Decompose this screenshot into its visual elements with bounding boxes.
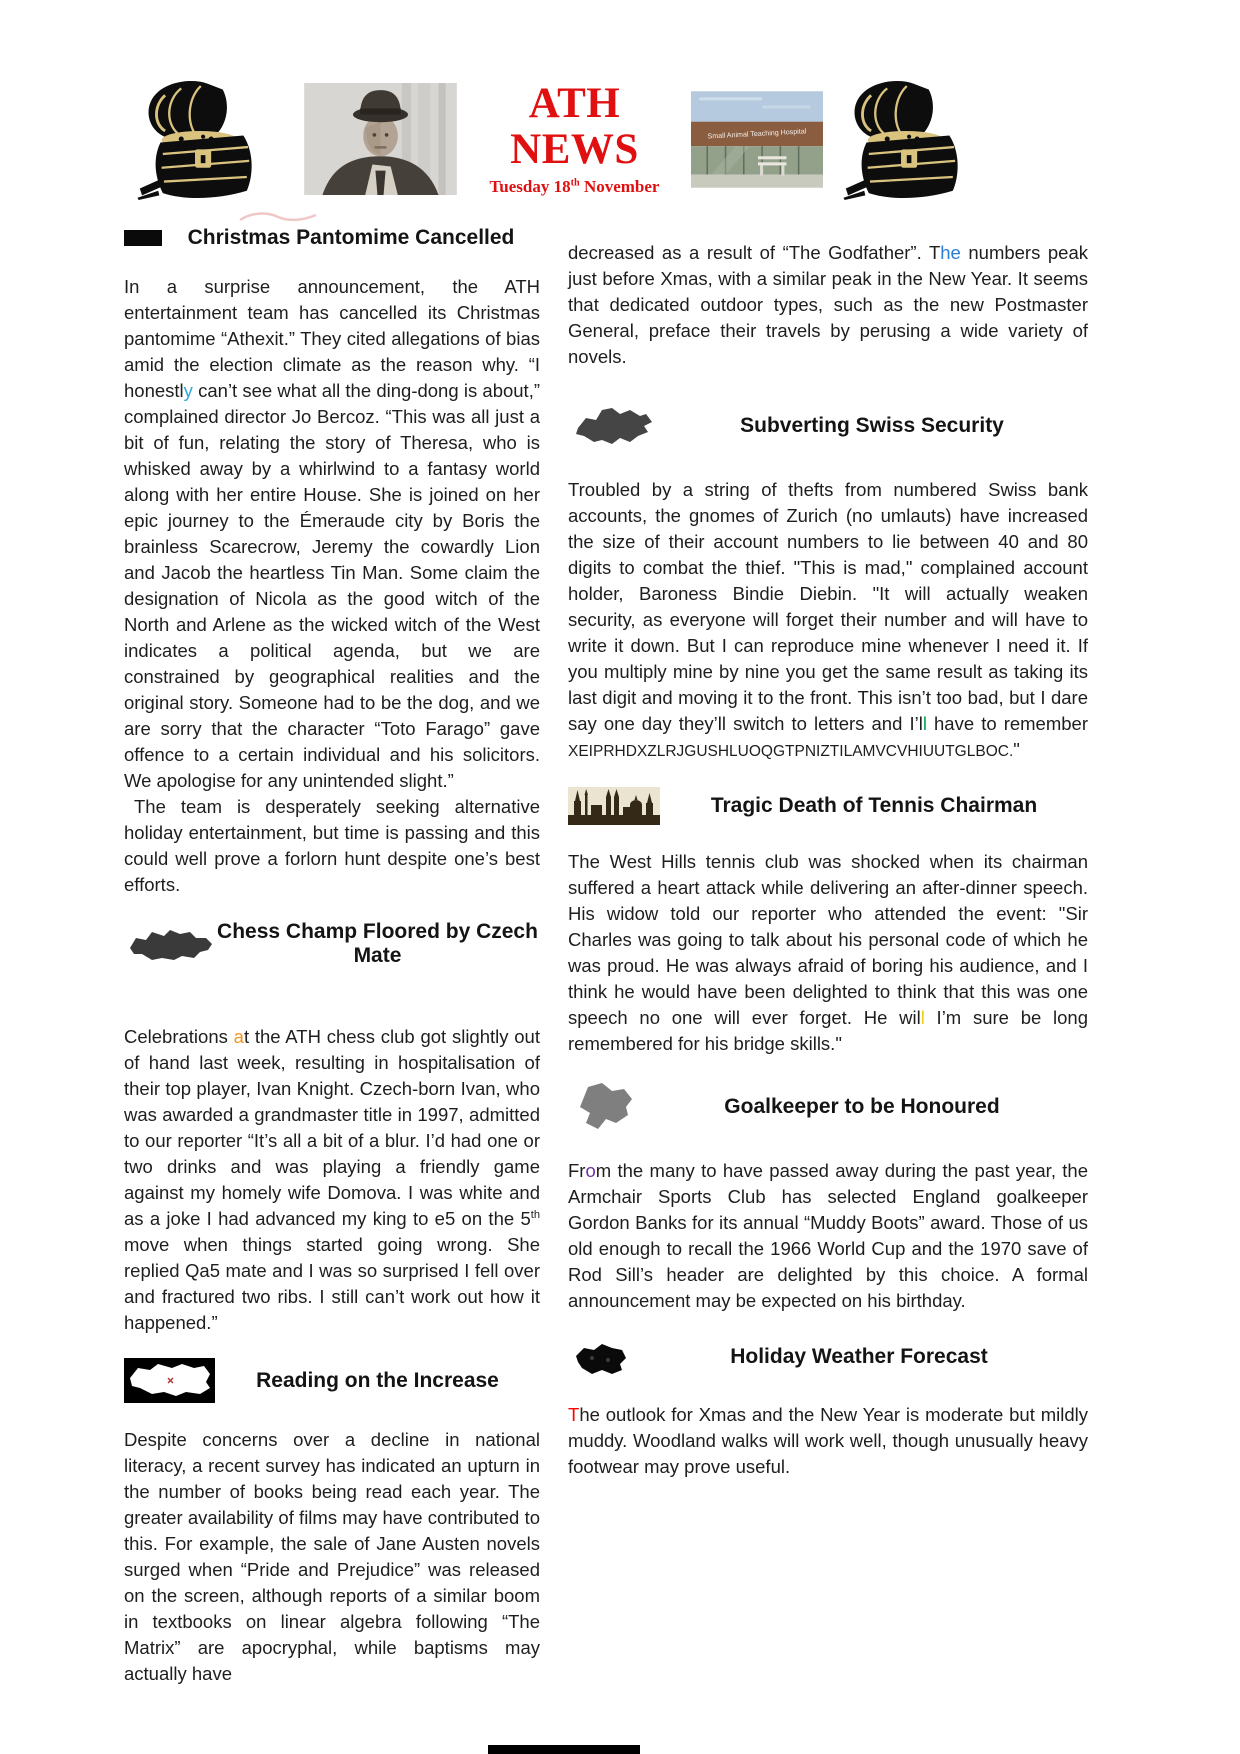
switzerland-map-icon — [568, 398, 656, 453]
article-goalkeeper-honoured — [568, 1079, 1088, 1314]
article-reading-increase — [124, 1358, 540, 1687]
article-title: Christmas Pantomime Cancelled — [187, 226, 515, 249]
headline-row — [568, 398, 1088, 453]
article-chess-champ — [124, 920, 540, 1336]
london-map-icon — [568, 1336, 630, 1378]
article-swiss-security — [568, 398, 1088, 765]
article-paragraph: The team is desperately seeking alternative holiday entertainment, but time is passing and this could well prove a forlorn hunt despite one’s best efforts. — [124, 796, 540, 895]
headline-row — [124, 226, 540, 250]
hospital-photo — [691, 91, 823, 188]
left-column — [124, 226, 540, 1687]
county-map-icon — [568, 1079, 636, 1134]
treasure-chest-icon — [841, 78, 991, 200]
article-paragraph: The outlook for Xmas and the New Year is moderate but mildly muddy. Woodland walks will work well, though unusually heavy footwear may prove useful. — [568, 1404, 1088, 1477]
article-title: Goalkeeper to be Honoured — [724, 1094, 1000, 1118]
article-paragraph: From the many to have passed away during the past year, the Armchair Sports Club has selected England goalkeeper Gordon Banks for its annual “Muddy Boots” award. Those of us old enough to recall the 1966 World Cup and the 1970 save of Rod Sill’s header are delighted by this choice. A formal announcement may be expected on his birthday. — [568, 1160, 1088, 1311]
black-banner-icon — [124, 230, 162, 246]
bottom-edge-bar — [488, 1745, 640, 1754]
headline-row — [124, 920, 540, 968]
inverted-map-icon — [124, 1358, 215, 1403]
treasure-chest-icon — [135, 78, 285, 200]
article-paragraph: Despite concerns over a decline in national literacy, a recent survey has indicated an upturn in the number of books being read each year. The greater availability of films may have contributed to this. For example, the sale of Jane Austen novels surged when “Pride and Prejudice” was released on the screen, although reports of a similar boom in textbooks on linear algebra following “The Matrix” are apocryphal, while baptisms may actually have — [124, 1429, 540, 1684]
article-paragraph: Troubled by a string of thefts from numbered Swiss bank accounts, the gnomes of Zurich (no umlauts) have increased the size of their account numbers to lie between 40 and 80 digits to combat the thief. "This is mad," complained account holder, Baroness Bindie Diebin. "It will actually weaken security, as everyone will forget their number and will have to write it down. But I can reproduce mine whenever I need it. If you multiply mine by nine you get the same result as taking its last digit and moving it to the front. This isn’t too bad, but I dare say one day they’ll switch to letters and I’ll have to remember XEIPRHDXZLRJGUSHLUOQGTPNIZTILAMVCVHIUUTGLBOC." — [568, 479, 1088, 760]
red-scribble-mark — [238, 210, 318, 224]
headline-row — [568, 1079, 1088, 1134]
newsletter-title-block — [477, 81, 673, 196]
newsletter-title: ATH NEWS — [510, 80, 639, 173]
article-title: Chess Champ Floored by Czech Mate — [217, 920, 538, 967]
article-title: Subverting Swiss Security — [740, 413, 1004, 437]
czech-republic-map-icon — [124, 922, 215, 967]
article-tennis-chairman — [568, 787, 1088, 1057]
article-title: Holiday Weather Forecast — [730, 1345, 988, 1368]
headline-row — [568, 787, 1088, 825]
headline-row — [124, 1358, 540, 1403]
masthead — [135, 76, 991, 202]
article-paragraph: Celebrations at the ATH chess club got slightly out of hand last week, resulting in hospitalisation of their top player, Ivan Knight. Czech-born Ivan, who was awarded a grandmaster title in 1997, admitted to our reporter “It’s all a bit of a blur. I’d had one or two drinks and was playing a friendly game against my homely wife Domova. I was white and as a joke I had advanced my king to e5 on the 5th move when things started going wrong. She replied Qa5 mate and I was so surprised I fell over and fractured two ribs. I still can’t work out how it happened.” — [124, 1026, 540, 1333]
hospital-sign-text: Small Animal Teaching Hospital — [707, 126, 807, 141]
article-paragraph: The West Hills tennis club was shocked when its chairman suffered a heart attack while delivering an after-dinner speech. His widow told our reporter who attended the event: "Sir Charles was going to talk about his personal code of which he was proud. He was always afraid of boring his audience, and I think he would have been delighted to think that this was one speech no one will ever forget. He will I’m sure be long remembered for his bridge skills." — [568, 851, 1089, 1054]
article-title: Reading on the Increase — [256, 1368, 499, 1392]
article-christmas-pantomime — [124, 226, 540, 898]
article-title: Tragic Death of Tennis Chairman — [710, 794, 1038, 817]
article-columns — [124, 226, 1088, 1687]
headline-row — [568, 1336, 1088, 1378]
man-in-hat-photo — [303, 83, 458, 195]
city-skyline-icon — [568, 787, 660, 825]
article-holiday-weather — [568, 1336, 1088, 1480]
article-paragraph: In a surprise announcement, the ATH entertainment team has cancelled its Christmas pantomime “Athexit.” They cited allegations of bias amid the election climate as the reason why. “I honestly can’t see what all the ding-dong is about,” complained director Jo Bercoz. “This was all just a bit of fun, relating the story of Theresa, who is whisked away by a whirlwind to a fantasy world along with her entire House. She is joined on her epic journey to the Émeraude city by Boris the brainless Scarecrow, Jeremy the cowardly Lion and Jacob the heartless Tin Man. Some claim the designation of Nicola as the good witch of the North and Arlene as the wicked witch of the West indicates a political agenda, but we are constrained by geographical realities and the original story. Someone had to be the dog, and we are sorry that the character “Toto Farago” gave offence to a certain individual and his solicitors. We apologise for any unintended slight.” — [124, 276, 540, 791]
right-column — [568, 226, 1088, 1687]
reading-article-continuation: decreased as a result of “The Godfather”. The numbers peak just before Xmas, with a similar peak in the New Year. It seems that dedicated outdoor types, such as the new Postmaster General, preface their travels by perusing a wide variety of novels. — [568, 242, 1088, 367]
newsletter-date: Tuesday 18th November — [489, 176, 660, 196]
